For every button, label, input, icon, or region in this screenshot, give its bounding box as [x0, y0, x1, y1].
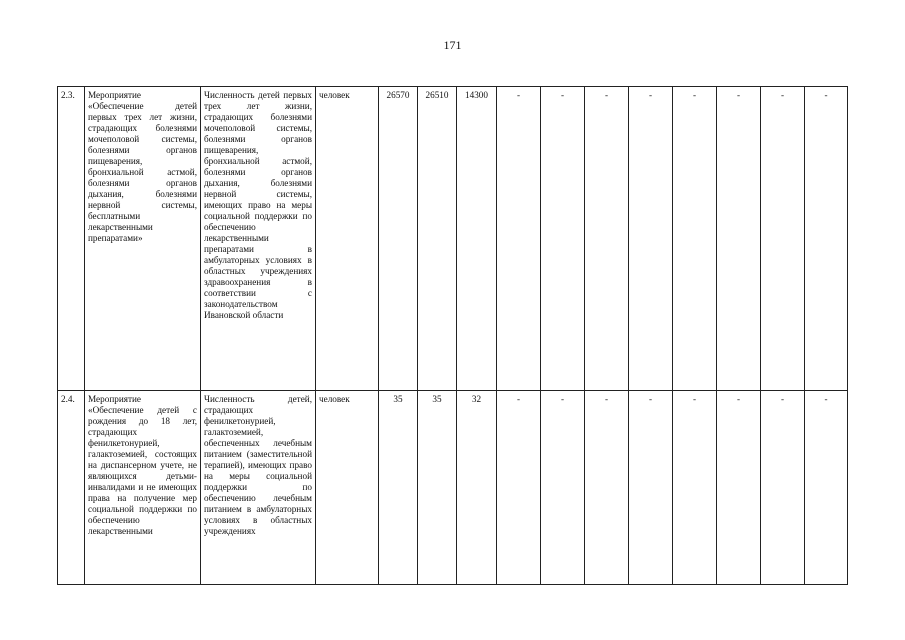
dash-cell: -: [761, 87, 805, 391]
row-number: 2.3.: [58, 87, 85, 391]
value-cell: 14300: [457, 87, 497, 391]
program-table: [57, 86, 848, 585]
indicator-description: Численность детей, страдающих фенилкетонурией, галактоземией, обеспеченных лечебным питанием (заместительной терапией), имеющих право на меры социальной поддержки по обеспечению лечебным питанием в амбулаторных условиях в областных учреждениях: [201, 391, 316, 585]
table-row: [58, 87, 848, 391]
table-row: [58, 391, 848, 585]
value-cell: 26570: [379, 87, 418, 391]
dash-cell: -: [497, 87, 541, 391]
dash-cell: -: [805, 391, 848, 585]
dash-cell: -: [673, 391, 717, 585]
dash-cell: -: [541, 391, 585, 585]
dash-cell: -: [629, 391, 673, 585]
unit-cell: человек: [316, 391, 379, 585]
dash-cell: -: [541, 87, 585, 391]
dash-cell: -: [673, 87, 717, 391]
value-cell: 26510: [418, 87, 457, 391]
value-cell: 35: [418, 391, 457, 585]
value-cell: 32: [457, 391, 497, 585]
event-description: Мероприятие «Обеспечение детей первых трех лет жизни, страдающих болезнями мочеполовой системы, болезнями органов пищеварения, бронхиальной астмой, болезнями органов дыхания, болезнями нервной системы, бесплатными лекарственными препаратами»: [85, 87, 201, 391]
dash-cell: -: [585, 391, 629, 585]
dash-cell: -: [805, 87, 848, 391]
event-description: Мероприятие «Обеспечение детей с рождения до 18 лет, страдающих фенилкетонурией, галактоземией, состоящих на диспансерном учете, не являющихся детьми-инвалидами и не имеющих права на получение мер социальной поддержки по обеспечению лекарственными: [85, 391, 201, 585]
dash-cell: -: [585, 87, 629, 391]
dash-cell: -: [497, 391, 541, 585]
dash-cell: -: [717, 87, 761, 391]
dash-cell: -: [717, 391, 761, 585]
indicator-description: Численность детей первых трех лет жизни, страдающих болезнями мочеполовой системы, болезнями органов пищеварения, бронхиальной астмой, болезнями органов дыхания, болезнями нервной системы, имеющих право на меры социальной поддержки по обеспечению лекарственными препаратами в амбулаторных условиях в областных учреждениях здравоохранения в соответствии с законодательством Ивановской области: [201, 87, 316, 391]
dash-cell: -: [629, 87, 673, 391]
page-number: 171: [443, 38, 462, 52]
value-cell: 35: [379, 391, 418, 585]
dash-cell: -: [761, 391, 805, 585]
unit-cell: человек: [316, 87, 379, 391]
row-number: 2.4.: [58, 391, 85, 585]
